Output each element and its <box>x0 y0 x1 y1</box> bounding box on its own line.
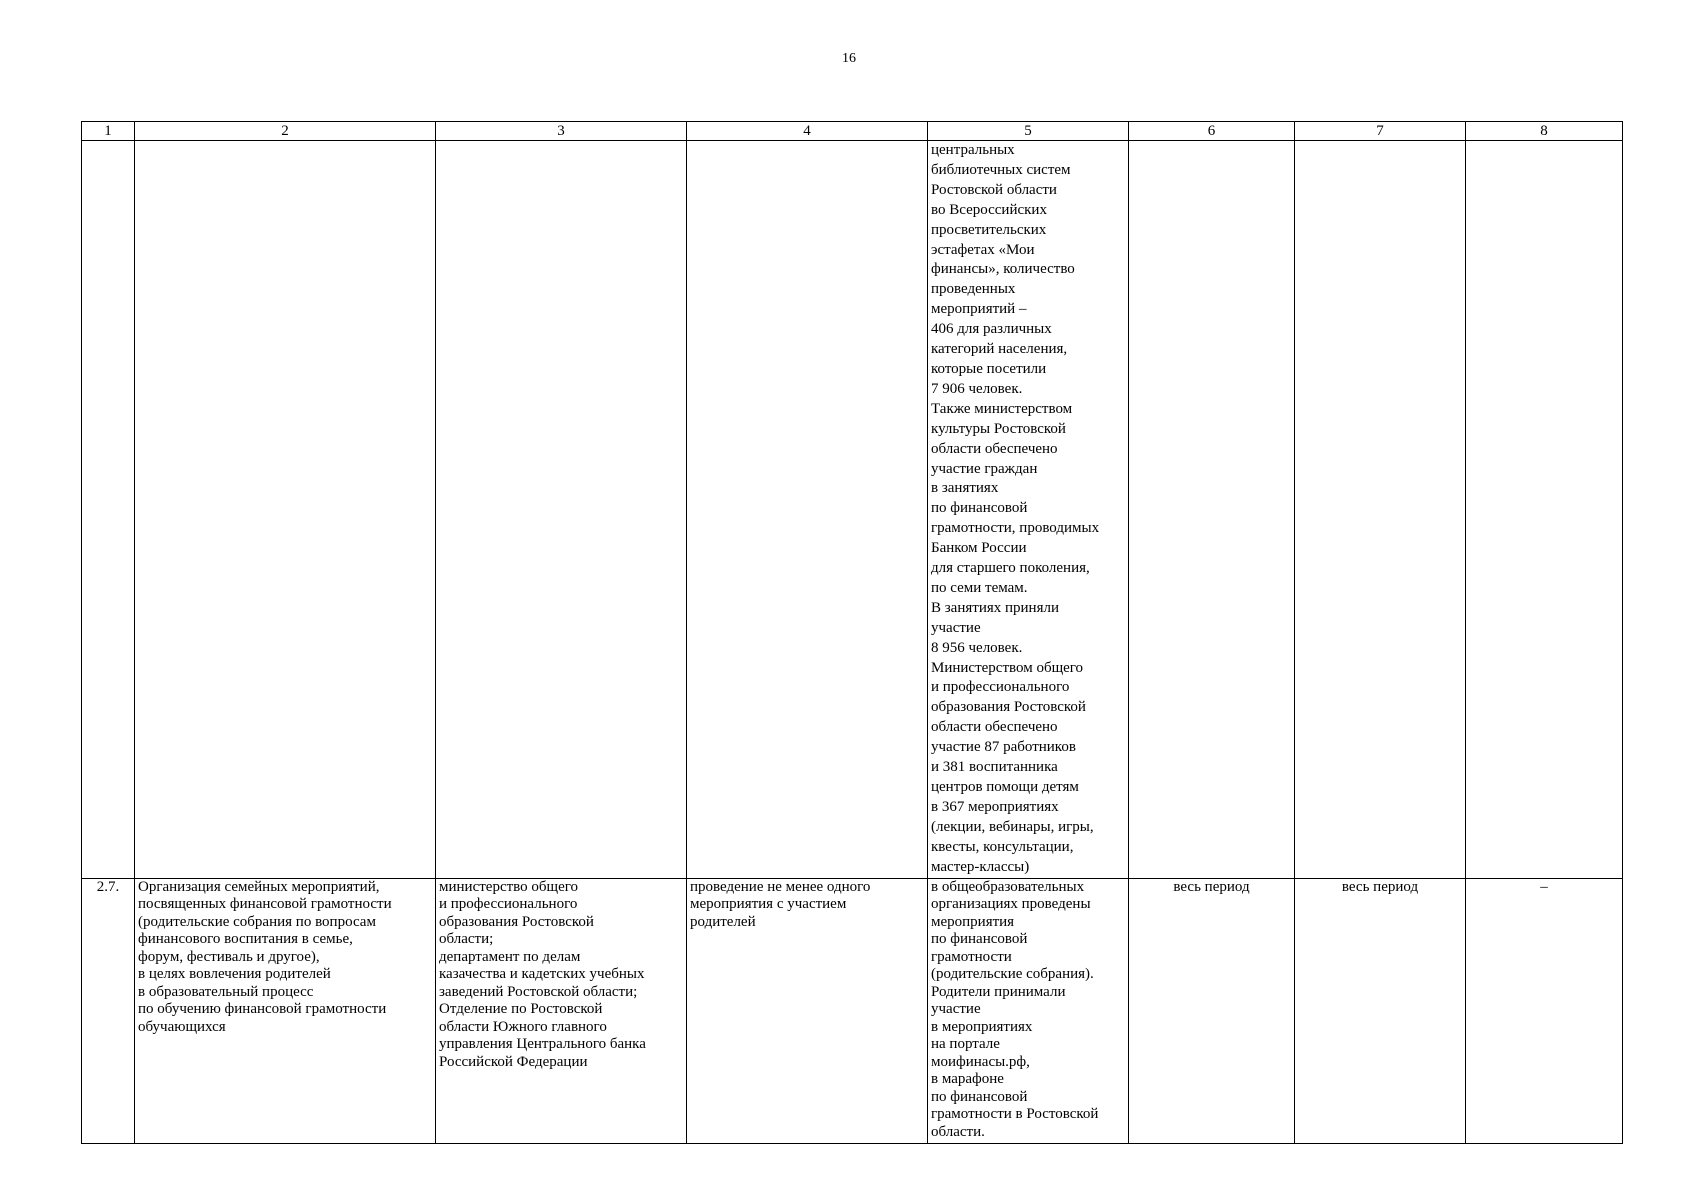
cell-activity <box>135 141 436 879</box>
cell-actual-result: центральных библиотечных систем Ростовской области во Всероссийских просветительских эстафетах «Мои финансы», количество проведенных мероприятий – 406 для различных категорий населения, которые посетили 7 906 человек. Также министерством культуры Ростовской области обеспечено участие граждан в занятиях по финансовой грамотности, проводимых Банком России для старшего поколения, по семи темам. В занятиях приняли участие 8 956 человек. Министерством общего и профессионального образования Ростовской области обеспечено участие 87 работников и 381 воспитанника центров помощи детям в 367 мероприятиях (лекции, вебинары, игры, квесты, консультации, мастер-классы) <box>928 141 1129 879</box>
column-number-7: 7 <box>1295 122 1466 141</box>
column-number-2: 2 <box>135 122 436 141</box>
table-row-continued <box>82 141 1623 879</box>
cell-period-actual <box>1295 141 1466 879</box>
column-number-3: 3 <box>436 122 687 141</box>
cell-notes <box>1466 141 1623 879</box>
cell-expected-result: проведение не менее одного мероприятия с участием родителей <box>687 878 928 1143</box>
column-number-6: 6 <box>1129 122 1295 141</box>
cell-activity: Организация семейных мероприятий, посвященных финансовой грамотности (родительские собрания по вопросам финансового воспитания в семье, форум, фестиваль и другое), в целях вовлечения родителей в образовательный процесс по обучению финансовой грамотности обучающихся <box>135 878 436 1143</box>
cell-period-planned <box>1129 141 1295 879</box>
column-number-5: 5 <box>928 122 1129 141</box>
cell-notes: – <box>1466 878 1623 1143</box>
page-number: 16 <box>842 51 856 66</box>
column-number-1: 1 <box>82 122 135 141</box>
cell-executors: министерство общего и профессионального образования Ростовской области; департамент по делам казачества и кадетских учебных заведений Ростовской области; Отделение по Ростовской области Южного главного управления Центрального банка Российской Федерации <box>436 878 687 1143</box>
plan-table <box>81 121 1623 1144</box>
cell-period-actual: весь период <box>1295 878 1466 1143</box>
column-number-8: 8 <box>1466 122 1623 141</box>
table-row-2-7 <box>82 878 1623 1143</box>
column-number-4: 4 <box>687 122 928 141</box>
cell-expected-result <box>687 141 928 879</box>
cell-period-planned: весь период <box>1129 878 1295 1143</box>
cell-actual-result: в общеобразовательных организациях проведены мероприятия по финансовой грамотности (родительские собрания). Родители принимали участие в мероприятиях на портале моифинасы.рф, в марафоне по финансовой грамотности в Ростовской области. <box>928 878 1129 1143</box>
cell-number: 2.7. <box>82 878 135 1143</box>
cell-executors <box>436 141 687 879</box>
column-number-row <box>82 122 1623 141</box>
cell-number <box>82 141 135 879</box>
